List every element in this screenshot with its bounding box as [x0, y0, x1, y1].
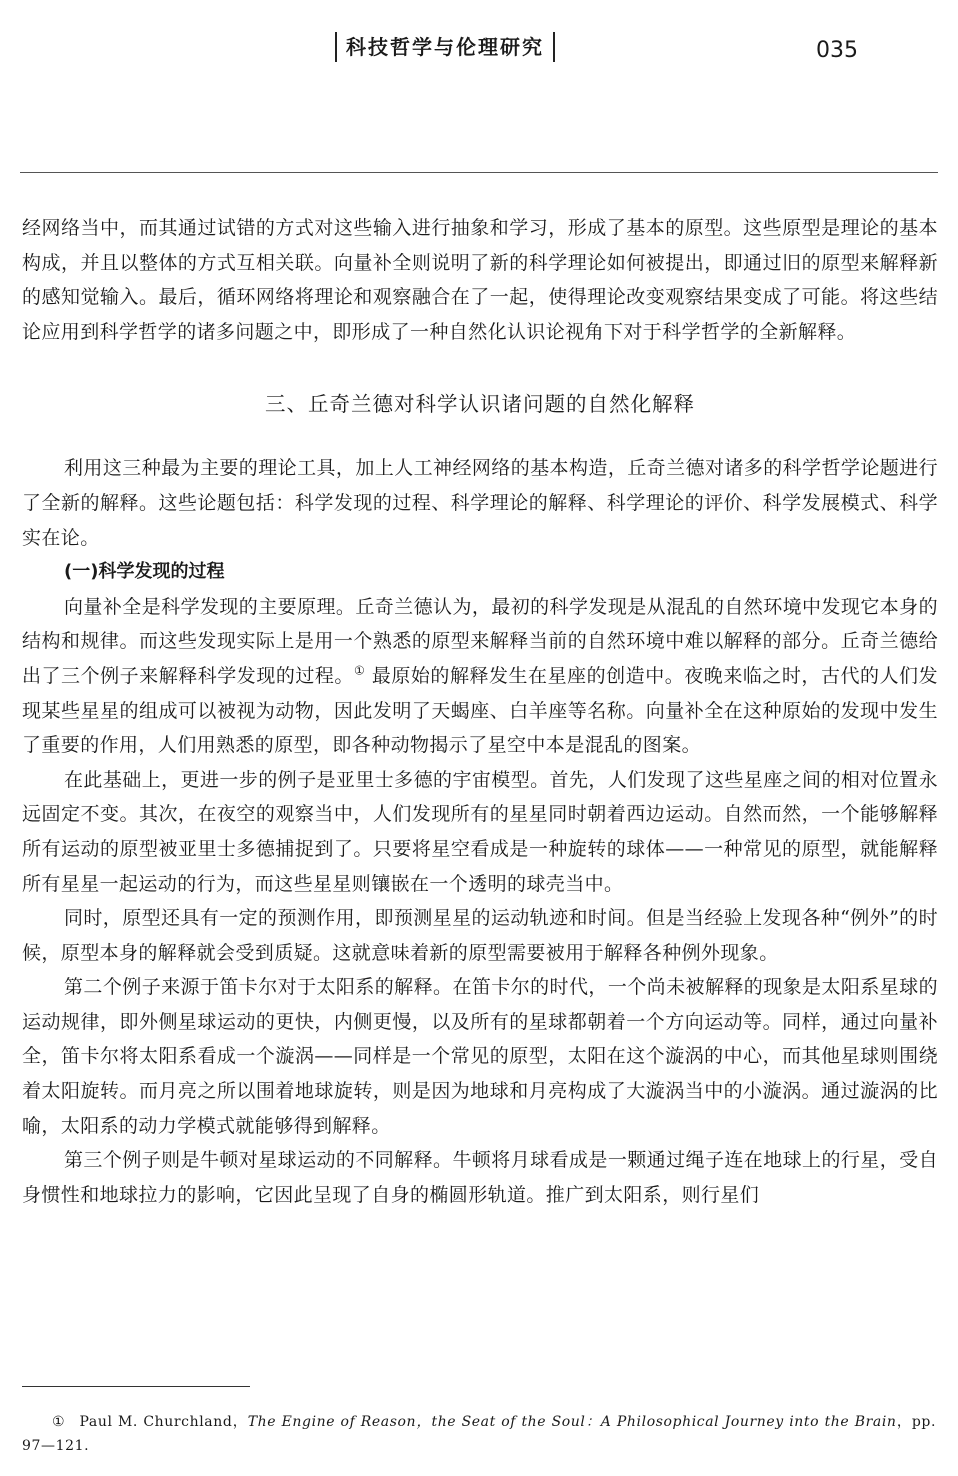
footnote-author: Paul M. Churchland， [79, 1414, 248, 1430]
paragraph-continued: 经网络当中，而其通过试错的方式对这些输入进行抽象和学习，形成了基本的原型。这些原型是理论的基本构成，并且以整体的方式互相关联。向量补全则说明了新的科学理论如何被提出，即通过旧的原型来解释新的感知觉输入。最后，循环网络将理论和观察融合在了一起，使得理论改变观察结果变成了可能。将这些结论应用到科学哲学的诸多问题之中，即形成了一种自然化认识论视角下对于科学哲学的全新解释。 [22, 217, 938, 343]
paragraph-text: 最原始的解释发生在星座的创造中。夜晚来临之时，古代的人们发现某些星星的组成可以被视为动物，因此发明了天蝎座、白羊座等名称。向量补全在这种原始的发现中发生了重要的作用，人们用熟悉的原型，即各种动物揭示了星空中本是混乱的图案。 [22, 664, 938, 757]
subsection-title: (一)科学发现的过程 [64, 561, 225, 583]
footnote-pages: ，pp. 97—121. [22, 1414, 937, 1454]
footnote [22, 1410, 936, 1458]
paragraph-discovery [22, 590, 938, 763]
paragraph-descartes: 第二个例子来源于笛卡尔对于太阳系的解释。在笛卡尔的时代，一个尚未被解释的现象是太阳系星球的运动规律，即外侧星球运动的更快，内侧更慢，以及所有的星球都朝着一个方向运动等。同样，通过向量补全，笛卡尔将太阳系看成一个漩涡——同样是一个常见的原型，太阳在这个漩涡的中心，而其他星球则围绕着太阳旋转。而月亮之所以围着地球旋转，则是因为地球和月亮构成了大漩涡当中的小漩涡。通过漩涡的比喻，太阳系的动力学模式就能够得到解释。 [22, 976, 938, 1137]
paragraph-prediction: 同时，原型还具有一定的预测作用，即预测星星的运动轨迹和时间。但是当经验上发现各种“例外”的时候，原型本身的解释就会受到质疑。这就意味着新的原型需要被用于解释各种例外现象。 [22, 907, 938, 964]
footnote-mark: ① [52, 1414, 66, 1430]
paragraph-aristotle: 在此基础上，更进一步的例子是亚里士多德的宇宙模型。首先，人们发现了这些星座之间的相对位置永远固定不变。其次，在夜空的观察当中，人们发现所有的星星同时朝着西边运动。自然而然，一个能够解释所有运动的原型被亚里士多德捕捉到了。只要将星空看成是一种旋转的球体——一种常见的原型，就能解释所有星星一起运动的行为，而这些星星则镶嵌在一个透明的球壳当中。 [22, 768, 938, 895]
page-number: 035 [816, 38, 858, 63]
journal-title: 科技哲学与伦理研究 [335, 32, 555, 62]
section-title: 三、丘奇兰德对科学认识诸问题的自然化解释 [265, 392, 695, 417]
footnote-divider [22, 1386, 250, 1387]
running-header [0, 30, 958, 66]
paragraph-text: 向量补全是科学发现的主要原理。丘奇兰德认为，最初的科学发现是从混乱的自然环境中发现它本身的结构和规律。而这些发现实际上是用一个熟悉的原型来解释当前的自然环境中难以解释的部分。丘奇兰德给出了三个例子来解释科学发现的过程。 [22, 595, 938, 687]
paragraph-intro: 利用这三种最为主要的理论工具，加上人工神经网络的基本构造，丘奇兰德对诸多的科学哲学论题进行了全新的解释。这些论题包括：科学发现的过程、科学理论的解释、科学理论的评价、科学发展模式、科学实在论。 [22, 457, 938, 549]
article-body [22, 211, 938, 1212]
footnote-reference[interactable]: ① [353, 663, 366, 678]
paragraph-newton: 第三个例子则是牛顿对星球运动的不同解释。牛顿将月球看成是一颗通过绳子连在地球上的行星，受自身惯性和地球拉力的影响，它因此呈现了自身的椭圆形轨道。推广到太阳系，则行星们 [22, 1149, 938, 1206]
header-divider [20, 172, 938, 173]
footnote-book-title: The Engine of Reason，the Seat of the Soul：A Philosophical Journey into the Brain [247, 1414, 897, 1430]
